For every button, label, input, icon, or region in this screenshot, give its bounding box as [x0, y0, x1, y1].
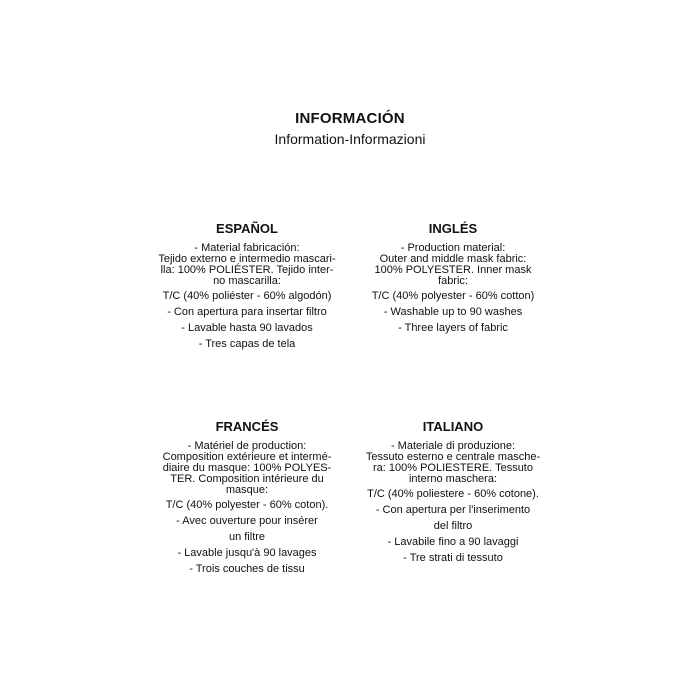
- feature-line: un filtre: [228, 531, 266, 543]
- feature-line: - Tre strati di tessuto: [403, 552, 503, 564]
- info-header: [0, 110, 700, 148]
- feature-line: - Lavable hasta 90 lavados: [181, 322, 313, 334]
- material-line: TER. Composition intérieure du: [170, 473, 324, 485]
- material-line: - Production material:: [400, 242, 506, 254]
- material-line: no mascarilla:: [213, 275, 281, 287]
- feature-line: - Avec ouverture pour insérer: [176, 515, 318, 527]
- feature-line: - Trois couches de tissu: [189, 563, 305, 575]
- material-line: - Material fabricación:: [194, 242, 300, 254]
- material-line: ra: 100% POLIESTERE. Tessuto: [373, 462, 533, 474]
- material-line: masque:: [225, 484, 269, 496]
- feature-line: - Three layers of fabric: [398, 322, 508, 334]
- material-line: Tejido externo e intermedio mascari-: [158, 253, 336, 265]
- section-heading: INGLÉS: [428, 221, 478, 236]
- material-line: Outer and middle mask fabric:: [379, 253, 527, 265]
- section-heading: ITALIANO: [422, 419, 484, 434]
- feature-line: T/C (40% poliestere - 60% cotone).: [367, 488, 539, 500]
- section-french: [147, 419, 347, 577]
- page-subtitle: Information-Informazioni: [274, 131, 426, 147]
- feature-line: - Tres capas de tela: [198, 338, 296, 350]
- section-italian: [353, 419, 553, 566]
- feature-line: T/C (40% polyester - 60% coton).: [165, 499, 329, 511]
- feature-line: - Con apertura para insertar filtro: [167, 306, 327, 318]
- feature-line: - Lavable jusqu'à 90 lavages: [177, 547, 317, 559]
- section-heading: ESPAÑOL: [216, 221, 278, 236]
- feature-line: T/C (40% polyester - 60% cotton): [371, 290, 535, 302]
- section-english: [353, 221, 553, 336]
- page-title: INFORMACIÓN: [295, 110, 405, 127]
- feature-line: - Con apertura per l'inserimento: [375, 504, 531, 516]
- material-line: - Matériel de production:: [187, 440, 307, 452]
- section-heading: FRANCÉS: [215, 419, 279, 434]
- feature-line: del filtro: [433, 520, 473, 532]
- material-line: Tessuto esterno e centrale masche-: [365, 451, 541, 463]
- material-line: interno maschera:: [408, 473, 498, 485]
- material-line: fabric:: [438, 275, 468, 287]
- feature-line: - Washable up to 90 washes: [383, 306, 523, 318]
- material-line: Composition extérieure et intermé-: [162, 451, 332, 463]
- material-line: diaire du masque: 100% POLYES-: [162, 462, 332, 474]
- feature-line: T/C (40% poliéster - 60% algodón): [162, 290, 332, 302]
- section-spanish: [147, 221, 347, 352]
- material-line: lla: 100% POLIÉSTER. Tejido inter-: [160, 264, 334, 276]
- material-line: 100% POLYESTER. Inner mask: [374, 264, 532, 276]
- material-line: - Materiale di produzione:: [390, 440, 516, 452]
- feature-line: - Lavabile fino a 90 lavaggi: [387, 536, 519, 548]
